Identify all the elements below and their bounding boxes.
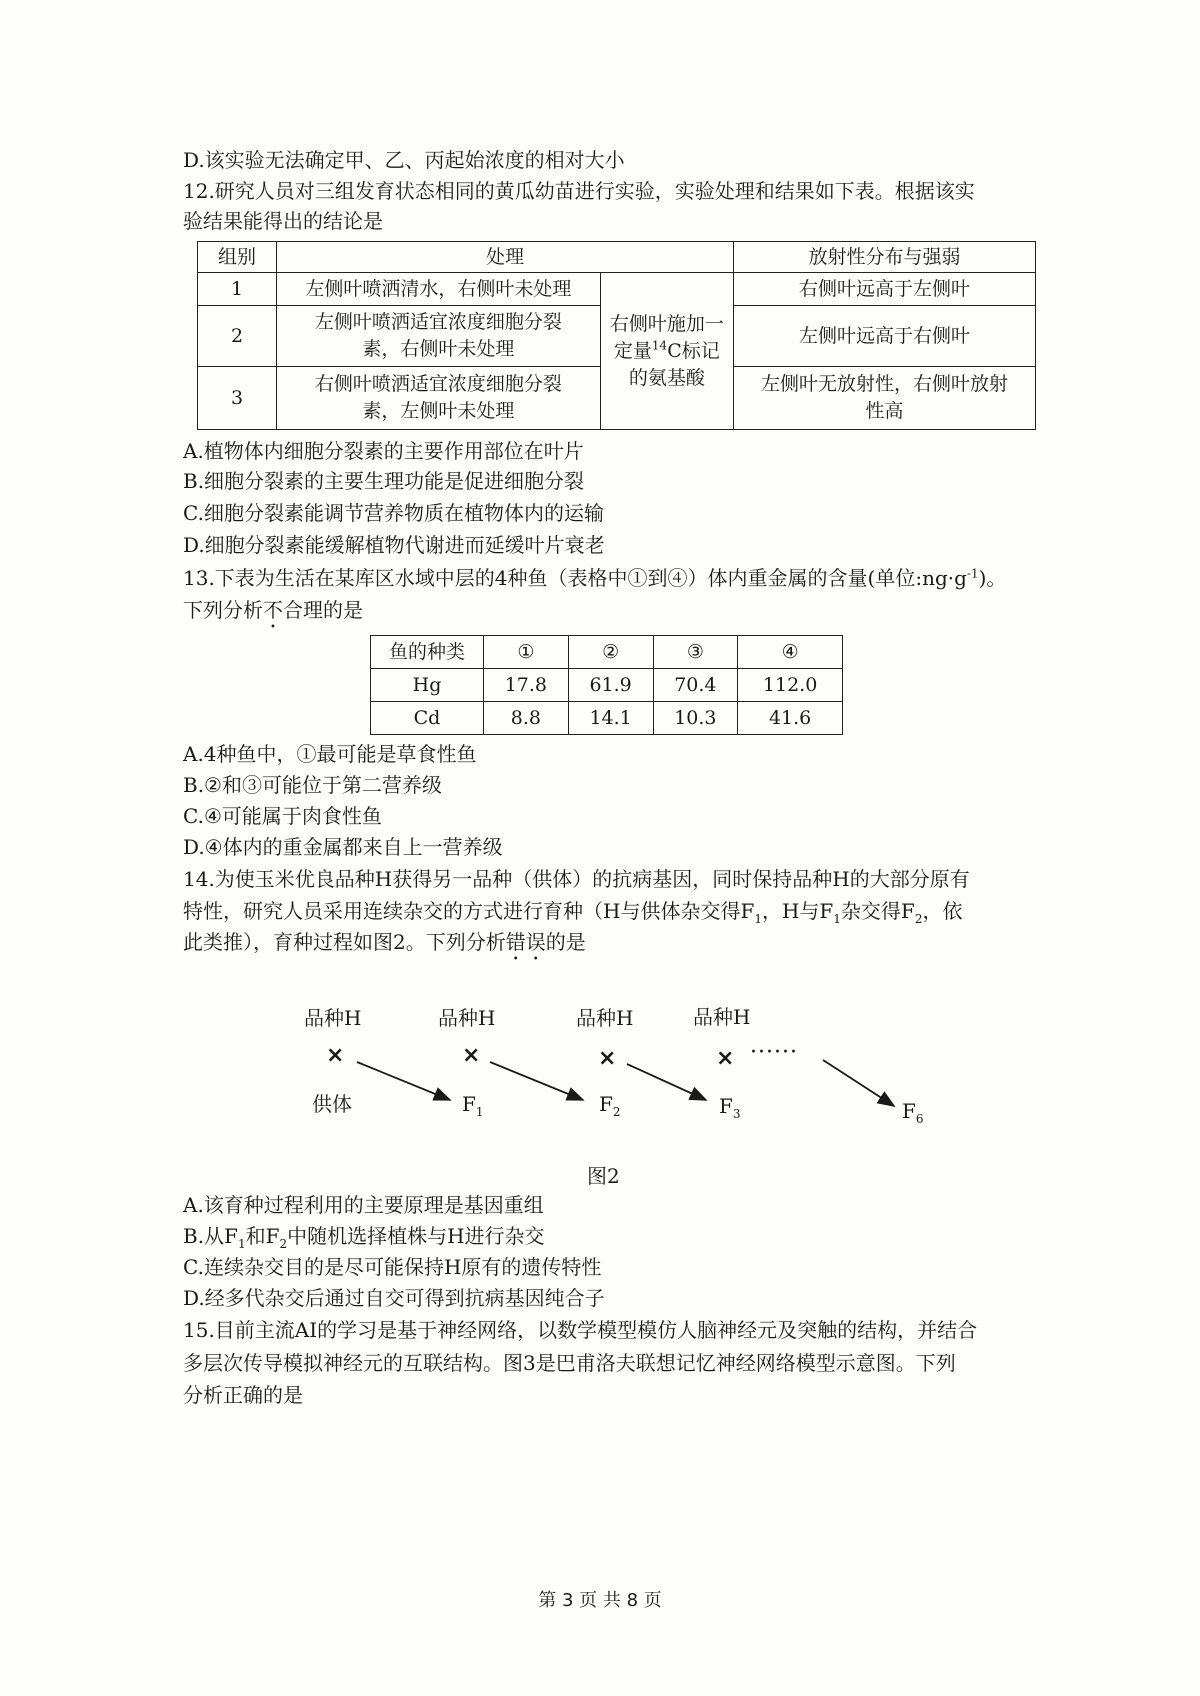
figure-label-variety-h: 品种H (693, 1005, 751, 1029)
option-d-q12: D.细胞分裂素能缓解植物代谢进而延缓叶片衰老 (183, 533, 605, 557)
table-cell-treatment: 左侧叶喷洒清水，右侧叶未处理 (277, 273, 601, 306)
table-cell-treatment: 右侧叶喷洒适宜浓度细胞分裂素，左侧叶未处理 (277, 367, 601, 430)
question-15-stem-line1: 15.目前主流AI的学习是基于神经网络，以数学模型模仿人脑神经元及突触的结构，并结合 (183, 1318, 978, 1342)
option-a-q14: A.该育种过程利用的主要原理是基因重组 (183, 1193, 544, 1217)
table-header: 处理 (277, 242, 734, 273)
figure-label-variety-h: 品种H (438, 1006, 496, 1030)
question-14-stem-line1: 14.为使玉米优良品种H获得另一品种（供体）的抗病基因，同时保持品种H的大部分原有 (183, 867, 970, 891)
cross-symbol: × (326, 1043, 345, 1068)
table-q13 (370, 635, 843, 735)
cross-symbol: × (716, 1046, 735, 1071)
question-12-stem-line2: 验结果能得出的结论是 (183, 209, 383, 233)
table-header: ① (484, 636, 569, 669)
figure-label-variety-h: 品种H (576, 1006, 634, 1030)
figure-label-f2: $F_2$ (599, 1092, 621, 1119)
table-header: ④ (738, 636, 843, 669)
table-cell: 112.0 (738, 669, 843, 702)
option-d-q11: D.该实验无法确定甲、乙、丙起始浓度的相对大小 (183, 148, 625, 172)
table-cell-shared-treatment: 右侧叶施加一定量$^{14}$C标记的氨基酸 (600, 273, 733, 430)
table-cell: 17.8 (484, 669, 569, 702)
option-c-q14: C.连续杂交目的是尽可能保持H原有的遗传特性 (183, 1255, 602, 1279)
table-cell: Hg (371, 669, 484, 702)
cross-symbol: × (598, 1046, 617, 1071)
option-b-q12: B.细胞分裂素的主要生理功能是促进细胞分裂 (183, 469, 585, 493)
continuation-dots: ······ (750, 1040, 798, 1065)
figure-label-f1: $F_1$ (462, 1092, 484, 1119)
table-cell: 10.3 (653, 702, 738, 735)
question-14-stem-line2: 特性，研究人员采用连续杂交的方式进行育种（H与供体杂交得$F_1$，H与$F_1$杂交得$F_2$，依 (183, 899, 963, 926)
emphasis-dot-text: 不 (263, 598, 283, 622)
table-cell-result: 左侧叶远高于右侧叶 (733, 306, 1035, 367)
table-cell: 8.8 (484, 702, 569, 735)
table-cell-treatment: 左侧叶喷洒适宜浓度细胞分裂素，右侧叶未处理 (277, 306, 601, 367)
option-d-q13: D.④体内的重金属都来自上一营养级 (183, 835, 503, 859)
option-c-q13: C.④可能属于肉食性鱼 (183, 804, 382, 828)
arrow (823, 1060, 894, 1106)
question-13-stem-line2: 下列分析不合理的是 (183, 598, 363, 622)
table-cell: Cd (371, 702, 484, 735)
table-cell-result: 左侧叶无放射性，右侧叶放射性高 (733, 367, 1035, 430)
table-header: 组别 (198, 242, 277, 273)
figure-label-f6: $F_6$ (902, 1099, 924, 1126)
table-cell: 61.9 (568, 669, 653, 702)
question-15-stem-line3: 分析正确的是 (183, 1383, 303, 1407)
table-header: 放射性分布与强弱 (733, 242, 1035, 273)
option-a-q12: A.植物体内细胞分裂素的主要作用部位在叶片 (183, 439, 584, 463)
table-cell-result: 右侧叶远高于左侧叶 (733, 273, 1035, 306)
option-d-q14: D.经多代杂交后通过自交可得到抗病基因纯合子 (183, 1286, 605, 1310)
emphasis-dot-text: 误 (525, 930, 546, 954)
table-cell-group: 1 (198, 273, 277, 306)
figure-label-donor: 供体 (312, 1092, 352, 1116)
table-cell-group: 3 (198, 367, 277, 430)
option-c-q12: C.细胞分裂素能调节营养物质在植物体内的运输 (183, 501, 604, 525)
table-cell: 14.1 (568, 702, 653, 735)
option-b-q14: B.从$F_1$和$F_2$中随机选择植株与H进行杂交 (183, 1224, 545, 1251)
cross-symbol: × (462, 1043, 481, 1068)
figure-label-f3: $F_3$ (719, 1094, 741, 1121)
table-cell: 70.4 (653, 669, 738, 702)
table-cell-group: 2 (198, 306, 277, 367)
figure-label-variety-h: 品种H (304, 1006, 362, 1030)
page-footer: 第 3 页 共 8 页 (538, 1590, 662, 1611)
table-header: 鱼的种类 (371, 636, 484, 669)
question-13-stem-line1: 13.下表为生活在某库区水域中层的4种鱼（表格中①到④）体内重金属的含量(单位$:ng\cdot g^{-1}$)。 (183, 566, 1007, 590)
arrow (357, 1062, 450, 1100)
table-header: ② (568, 636, 653, 669)
figure-caption: 图2 (587, 1164, 620, 1188)
arrow (490, 1062, 583, 1100)
arrow (627, 1064, 706, 1100)
question-15-stem-line2: 多层次传导模拟神经元的互联结构。图3是巴甫洛夫联想记忆神经网络模型示意图。下列 (183, 1351, 956, 1375)
emphasis-dot-text: 错 (505, 930, 526, 954)
question-12-stem-line1: 12.研究人员对三组发育状态相同的黄瓜幼苗进行实验，实验处理和结果如下表。根据该实 (183, 179, 975, 203)
table-header: ③ (653, 636, 738, 669)
table-q12 (197, 241, 1036, 430)
table-cell: 41.6 (738, 702, 843, 735)
question-14-stem-line3: 此类推），育种过程如图2。下列分析错误的是 (183, 930, 586, 954)
option-a-q13: A.4种鱼中，①最可能是草食性鱼 (183, 742, 477, 766)
option-b-q13: B.②和③可能位于第二营养级 (183, 773, 442, 797)
